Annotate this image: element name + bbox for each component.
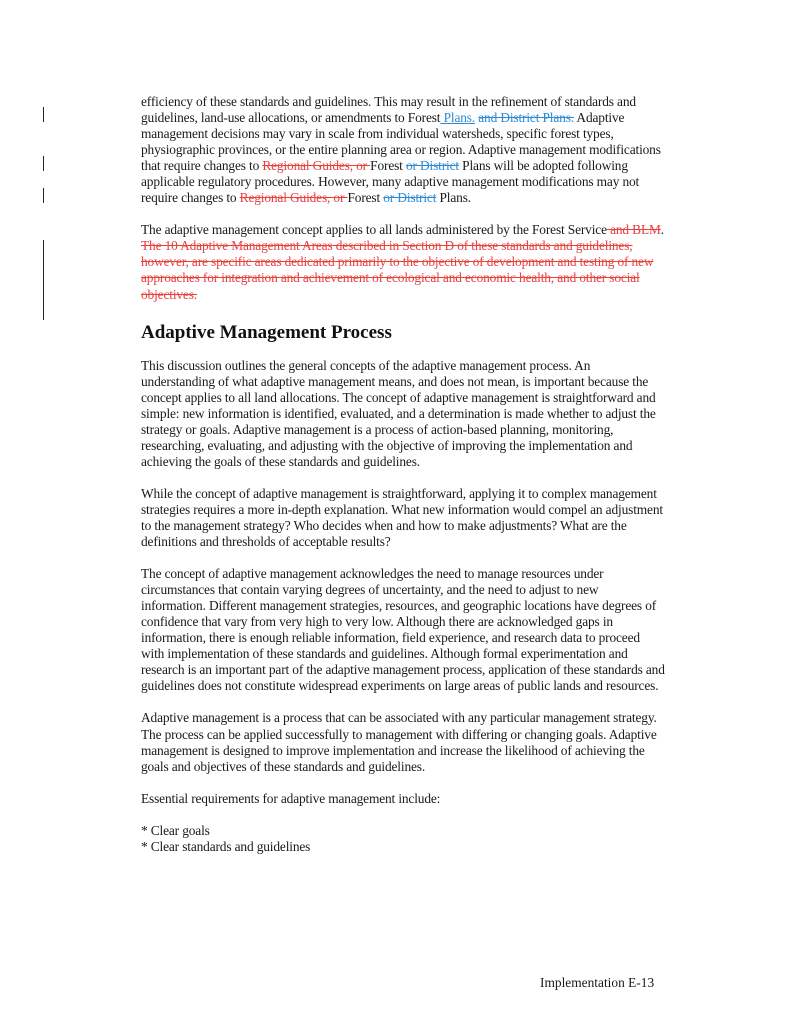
change-bar xyxy=(43,188,44,203)
text-run: Plans will be adopted following applicable regulatory procedures. However, many adaptive management modifications may not require changes to xyxy=(141,158,640,206)
text-run: Adaptive management decisions may vary in scale from individual watersheds, specific forest types, physiographic provinces, or the entire planning area or region. Adaptive management modifications that require changes to xyxy=(141,110,661,174)
text-run: Forest xyxy=(347,190,384,206)
paragraph-uncertainty: The concept of adaptive management acknowledges the need to manage resources under circumstances that contain varying degrees of uncertainty, and the need to adjust to new information. Different management strategies, resources, and geographic locations have degrees of confidence that vary from very high to very low. Although there are acknowledged gaps in information, there is enough reliable information, field experience, and research data to proceed with implementation of these standards and guidelines. Although formal experimentation and research is an important part of the adaptive management process, application of these standards and guidelines does not constitute widespread experiments on large areas of public lands and resources. xyxy=(141,566,665,694)
deleted-text: The 10 Adaptive Management Areas described in Section D of these standards and guidelines, however, are specific areas dedicated primarily to the objective of development and testing of new approaches for integration and achievement of ecological and economic health, and other social objectives. xyxy=(141,238,654,302)
list-item: * Clear goals xyxy=(141,822,210,838)
text-run: Forest xyxy=(370,158,406,174)
list-item: * Clear standards and guidelines xyxy=(141,838,311,854)
paragraph-requirements-intro: Essential requirements for adaptive management include: xyxy=(141,790,441,806)
deleted-text: Regional Guides, or xyxy=(262,158,371,174)
text-run: The adaptive management concept applies to all lands administered by the Forest Service xyxy=(141,222,607,238)
paragraph-complex-strategies: While the concept of adaptive management is straightforward, applying it to complex management strategies requires a more in-depth explanation. What new information would compel an adjustment to the management strategy? Who decides when and how to make adjustments? What are the definitions and thresholds of acceptable results? xyxy=(141,485,663,550)
deleted-text: or District xyxy=(405,158,459,174)
text-run: efficiency of these standards and guidelines. This may result in the refinement of standards and guidelines, land-use allocations, or amendments to Forest xyxy=(141,94,636,126)
deleted-text: and District Plans. xyxy=(478,110,574,126)
change-bar xyxy=(43,156,44,171)
paragraph-discussion: This discussion outlines the general concepts of the adaptive management process. An understanding of what adaptive management means, and does not mean, is important because the concept applies to all land allocations. The concept of adaptive management is straightforward and simple: new information is identified, evaluated, and a determination is made whether to adjust the strategy or goals. Adaptive management is a process of action-based planning, monitoring, researching, evaluating, and adjusting with the objective of improving the implementation and achieving the goals of these standards and guidelines. xyxy=(141,357,656,469)
deleted-text: Regional Guides, or xyxy=(239,190,348,206)
page-footer: Implementation E-13 xyxy=(540,975,655,990)
requirements-list xyxy=(141,823,665,855)
deleted-text: or District xyxy=(383,190,437,206)
change-bar xyxy=(43,240,44,320)
paragraph-adaptive-decisions xyxy=(141,94,665,206)
body-text-column xyxy=(141,94,665,855)
inserted-text: Plans. xyxy=(440,110,476,126)
text-run: Plans. xyxy=(436,190,471,206)
deleted-text: and BLM xyxy=(606,222,661,238)
paragraph-concept-applies xyxy=(141,222,665,302)
section-heading: Adaptive Management Process xyxy=(141,321,392,343)
change-bar xyxy=(43,107,44,122)
paragraph-process-association: Adaptive management is a process that can be associated with any particular management strategy. The process can be applied successfully to management with differing or changing goals. Adaptive management is designed to improve implementation and increase the likelihood of achieving the goals and objectives of these standards and guidelines. xyxy=(141,710,657,774)
text-run: . xyxy=(660,222,664,238)
